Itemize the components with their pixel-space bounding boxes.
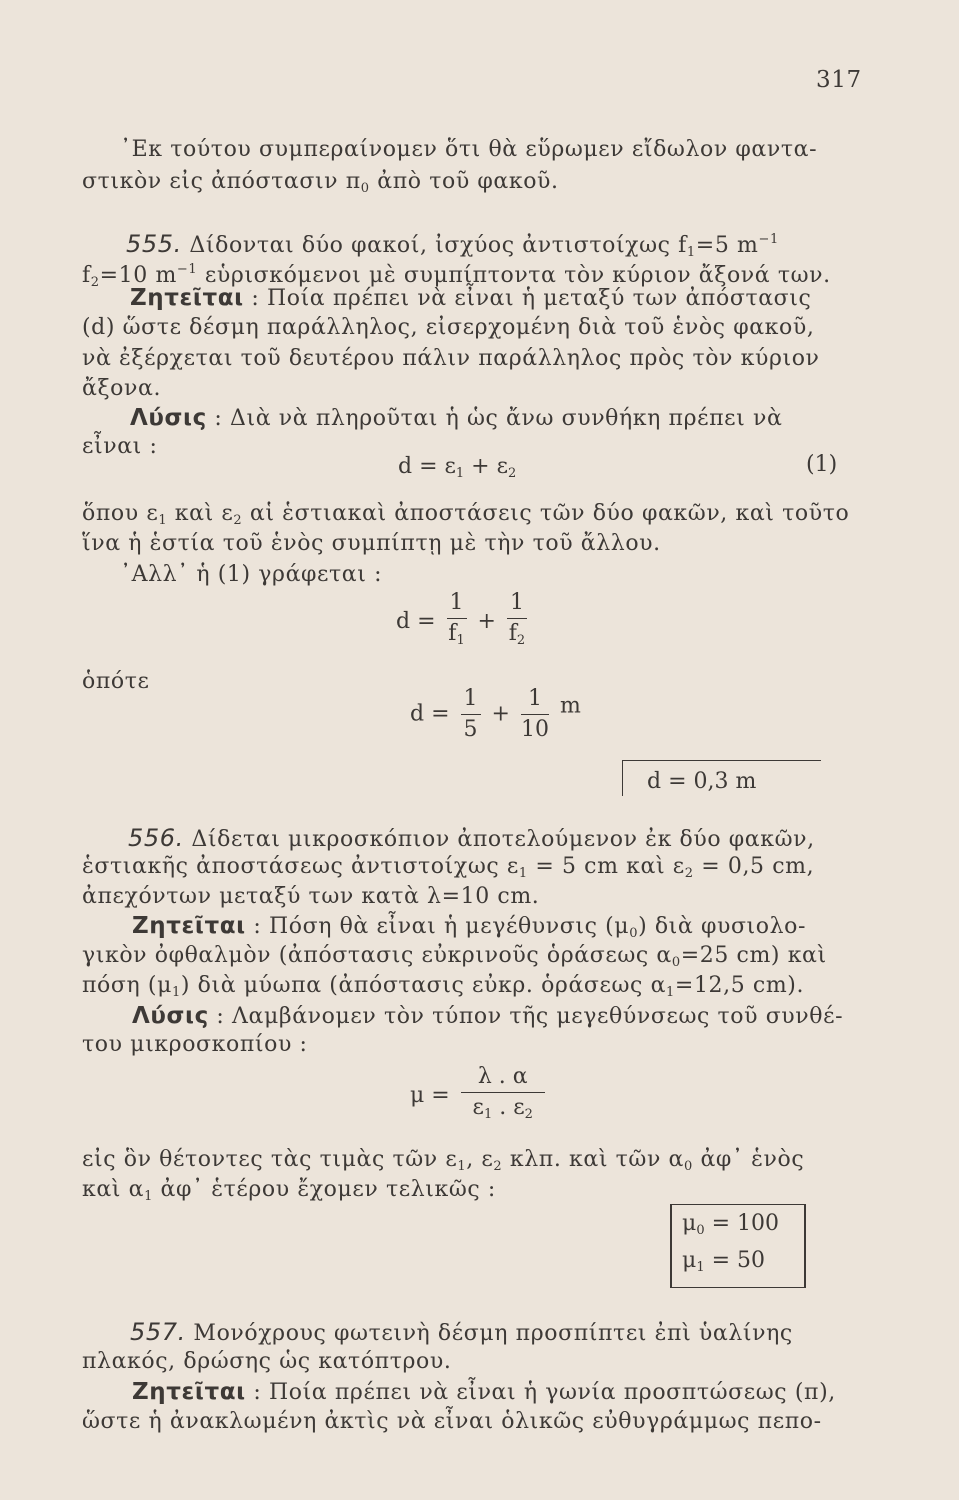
problem-556-heading: 556. Δίδεται μικροσκόπιον ἀποτελούμενον ἐκ δύο φακῶν, bbox=[128, 824, 815, 852]
text-line: (d) ὥστε δέσμη παράλληλος, εἰσερχομένη διὰ τοῦ ἑνὸς φακοῦ, bbox=[82, 315, 815, 340]
zeteitai-label: Ζητεῖται bbox=[130, 285, 244, 311]
text-line: ᾿Αλλ᾿ ἡ (1) γράφεται : bbox=[120, 562, 383, 587]
lysis-label: Λύσις bbox=[130, 405, 207, 431]
text-line: νὰ ἐξέρχεται τοῦ δευτέρου πάλιν παράλληλος πρὸς τὸν κύριον bbox=[82, 346, 820, 371]
equation-1-tag: (1) bbox=[806, 452, 838, 477]
text-line: ἀπεχόντων μεταξύ των κατὰ λ=10 cm. bbox=[82, 884, 540, 909]
fraction: $\frac{1}{f_1}$ bbox=[448, 590, 465, 648]
equation-magnification: μ = $\frac{\lambda . \alpha}{\varepsilon_1 . \varepsilon_2}$ bbox=[410, 1064, 549, 1128]
page-number: 317 bbox=[816, 67, 862, 93]
text-line: πόση $(\mu_1)$ διὰ μύωπα (ἀπόστασις εὐκρ. ὁράσεως $\alpha_1=12,5$ cm). bbox=[82, 973, 805, 1000]
problem-number: 556. bbox=[128, 824, 184, 852]
text-line: ἄξονα. bbox=[82, 376, 162, 401]
result-box bbox=[670, 1204, 806, 1288]
result-box: d = 0,3 m bbox=[622, 760, 821, 796]
equation-2: d = $\frac{1}{f_1}$ + $\frac{1}{f_2}$ bbox=[396, 590, 531, 654]
fraction: $\frac{1}{f_2}$ bbox=[508, 590, 526, 648]
zeteitai-label: Ζητεῖται bbox=[132, 913, 246, 939]
equation-1: $d = \varepsilon_1 + \varepsilon_2$ bbox=[398, 454, 517, 481]
text-line: γικὸν ὀφθαλμὸν (ἀπόστασις εὐκρινοῦς ὁράσεως $\alpha_0=25$ cm) καὶ bbox=[82, 943, 827, 970]
result-row: $\mu_0 = 100$ bbox=[682, 1211, 780, 1238]
text-line: πλακός, δρώσης ὡς κατόπτρου. bbox=[82, 1349, 452, 1374]
text-line: του μικροσκοπίου : bbox=[82, 1032, 308, 1057]
text-line: Ζητεῖται : Ποία πρέπει νὰ εἶναι ἡ γωνία προσπτώσεως (π), bbox=[132, 1379, 836, 1405]
zeteitai-label: Ζητεῖται bbox=[132, 1379, 246, 1405]
text-line: εἰς ὃν θέτοντες τὰς τιμὰς τῶν $\varepsilon_1$, $\varepsilon_2$ κλπ. καὶ τῶν $\alpha_0$ ἀφ᾿ ἑνὸς bbox=[82, 1147, 805, 1174]
text-line: ὁπότε bbox=[82, 669, 150, 694]
text-line: Λύσις : Λαμβάνομεν τὸν τύπον τῆς μεγεθύνσεως τοῦ συνθέ- bbox=[132, 1003, 844, 1029]
text-line: Ζητεῖται : Πόση θὰ εἶναι ἡ μεγέθυνσις $(\mu_0)$ διὰ φυσιολο- bbox=[132, 913, 807, 941]
text-line: Ζητεῖται : Ποία πρέπει νὰ εἶναι ἡ μεταξύ των ἀπόστασις bbox=[130, 285, 812, 311]
text-line: ὥστε ἡ ἀνακλωμένη ἀκτὶς νὰ εἶναι ὁλικῶς εὐθυγράμμως πεπο- bbox=[82, 1409, 822, 1434]
text-line: εἶναι : bbox=[82, 434, 158, 459]
problem-number: 557. bbox=[130, 1318, 186, 1346]
text-line: ᾿Εκ τούτου συμπεραίνομεν ὅτι θὰ εὕρωμεν εἴδωλον φαντα- bbox=[120, 137, 818, 162]
text-line: ἵνα ἡ ἑστία τοῦ ἑνὸς συμπίπτῃ μὲ τὴν τοῦ ἄλλου. bbox=[82, 531, 661, 556]
lysis-label: Λύσις bbox=[132, 1003, 209, 1029]
problem-number: 555. bbox=[126, 230, 182, 258]
fraction: $\frac{\lambda . \alpha}{\varepsilon_1 . \varepsilon_2}$ bbox=[461, 1064, 545, 1128]
result-row: $\mu_1 = 50$ bbox=[682, 1248, 766, 1275]
text-line: Λύσις : Διὰ νὰ πληροῦται ἡ ὡς ἄνω συνθήκη πρέπει νὰ bbox=[130, 405, 783, 431]
text-line: ἑστιακῆς ἀποστάσεως ἀντιστοίχως $\varepsilon_1 = 5$ cm καὶ $\varepsilon_2 = 0,5$ cm, bbox=[82, 854, 815, 881]
fraction: $\frac{1}{10}$ bbox=[520, 686, 549, 742]
text-line: στικὸν εἰς ἀπόστασιν $\pi_0$ ἀπὸ τοῦ φακοῦ. bbox=[82, 169, 559, 196]
problem-555-heading: 555. Δίδονται δύο φακοί, ἰσχύος ἀντιστοίχως $f_1=5$ $m^{-1}$ bbox=[126, 230, 779, 260]
problem-557-heading: 557. Μονόχρους φωτεινὴ δέσμη προσπίπτει ἐπὶ ὑαλίνης bbox=[130, 1318, 793, 1346]
text-line: καὶ $\alpha_1$ ἀφ᾿ ἑτέρου ἔχομεν τελικῶς : bbox=[82, 1177, 496, 1204]
equation-3: d = $\frac{1}{5}$ + $\frac{1}{10}$ m bbox=[410, 686, 581, 742]
fraction: $\frac{1}{5}$ bbox=[461, 686, 481, 743]
text-line: ὅπου $\varepsilon_1$ καὶ $\varepsilon_2$ αἱ ἑστιακαὶ ἀποστάσεις τῶν δύο φακῶν, καὶ τοῦτο bbox=[82, 501, 850, 528]
text-line: $f_2=10$ $m^{-1}$ εὑρισκόμενοι μὲ συμπίπτοντα τὸν κύριον ἄξονά των. bbox=[82, 262, 831, 290]
